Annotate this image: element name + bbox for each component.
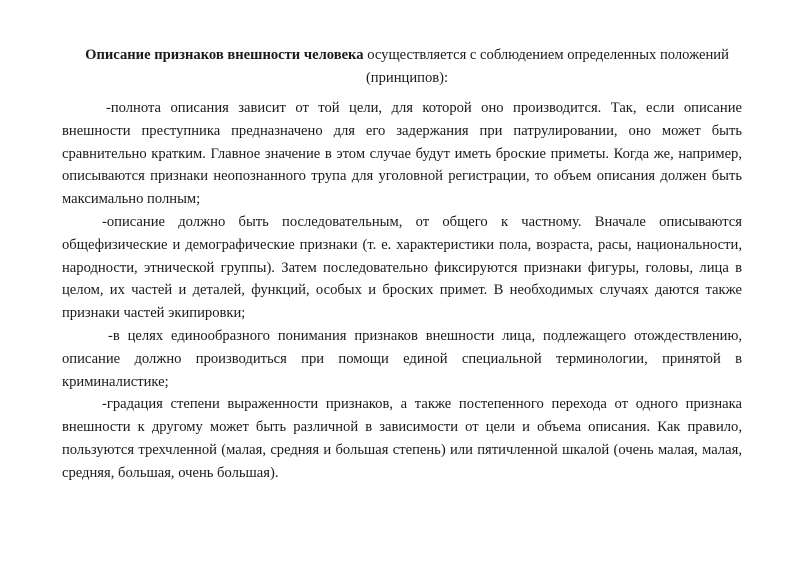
paragraph-gradation: -градация степени выраженности признаков, а также постепенного перехода от одного признака внешности к другому может быть различной в зависимости от цели и объема описания. Как правило, пользуются трехчленной (малая, средняя и большая степень) или пятичленной шкалой (очень малая, малая, средняя, большая, очень большая). <box>62 396 742 481</box>
paragraph-terminology: -в целях единообразного понимания признаков внешности лица, подлежащего отождествлению, описание должно производиться при помощи единой специальной терминологии, принятой в криминалистике; <box>62 327 742 390</box>
slide-heading <box>62 44 752 89</box>
paragraph-completeness: -полнота описания зависит от той цели, для которой оно производится. Так, если описание внешности преступника предназначено для его задержания при патрулировании, оно может быть сравнительно кратким. Главное значение в этом случае будут иметь броские приметы. Когда же, например, описываются признаки неопознанного трупа для уголовной регистрации, то объем описания должен быть максимально полным; <box>62 100 742 208</box>
heading-rest-text: осуществляется с соблюдением определенных положений (принципов): <box>363 47 729 86</box>
paragraph-sequence: -описание должно быть последовательным, от общего к частному. Вначале описываются общефизические и демографические признаки (т. е. характеристики пола, возраста, расы, национальности, народности, этнической группы). Затем последовательно фиксируются признаки фигуры, головы, лица в целом, их частей и деталей, функций, особых и броских примет. В необходимых случаях даются также признаки частей экипировки; <box>62 213 742 322</box>
heading-bold-text: Описание признаков внешности человека <box>85 47 364 63</box>
slide-body <box>62 97 742 485</box>
